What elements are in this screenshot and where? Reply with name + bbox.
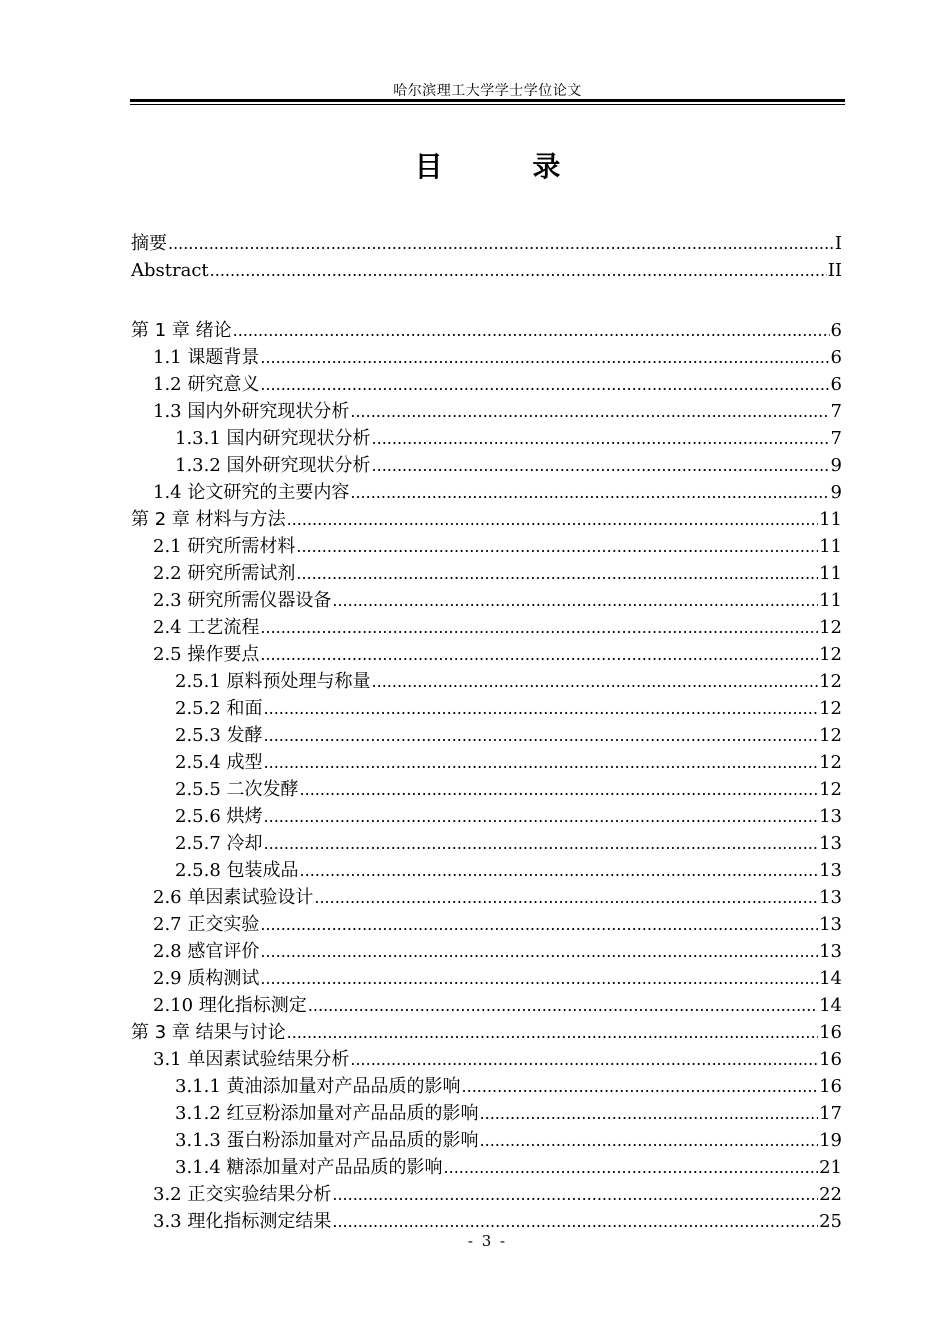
toc-entry[interactable] — [131, 1046, 842, 1073]
toc-dot-leader — [260, 641, 818, 668]
toc-dot-leader — [350, 1046, 818, 1073]
toc-entry-page: 9 — [830, 455, 842, 476]
toc-entry-label: Abstract — [131, 260, 209, 281]
page-header: 哈尔滨理工大学学士学位论文 — [393, 83, 582, 99]
toc-chapter-entry[interactable] — [131, 1019, 842, 1046]
toc-entry-label: 3.1.3 蛋白粉添加量对产品品质的影响 — [175, 1130, 479, 1151]
toc-entry-page: 12 — [819, 671, 842, 692]
toc-entry-label: 3.1.1 黄油添加量对产品品质的影响 — [175, 1076, 461, 1097]
toc-entry-page: 9 — [830, 482, 842, 503]
toc-entry[interactable] — [131, 1100, 842, 1127]
toc-entry-label: 2.9 质构测试 — [153, 968, 260, 989]
toc-dot-leader — [264, 695, 819, 722]
toc-entry[interactable] — [131, 911, 842, 938]
toc-dot-leader — [372, 668, 819, 695]
toc-dot-leader — [332, 1181, 818, 1208]
toc-dot-leader — [260, 614, 818, 641]
toc-dot-leader — [350, 398, 829, 425]
toc-dot-leader — [233, 317, 830, 344]
toc-entry-label: 第 2 章 材料与方法 — [131, 509, 286, 530]
toc-entry-label: 摘要 — [131, 233, 167, 254]
toc-entry-page: 6 — [830, 347, 842, 368]
toc-dot-leader — [264, 803, 819, 830]
toc-entry-page: 16 — [819, 1049, 842, 1070]
toc-entry[interactable] — [131, 371, 842, 398]
toc-dot-leader — [350, 479, 829, 506]
toc-entry[interactable] — [131, 938, 842, 965]
toc-entry[interactable] — [131, 1181, 842, 1208]
toc-entry-page: 12 — [819, 617, 842, 638]
toc-entry-label: 3.3 理化指标测定结果 — [153, 1211, 332, 1232]
toc-dot-leader — [296, 560, 818, 587]
toc-entry-page: 12 — [819, 752, 842, 773]
toc-entry-page: 19 — [819, 1130, 842, 1151]
toc-dot-leader — [372, 425, 830, 452]
toc-entry-page: 12 — [819, 779, 842, 800]
toc-entry-label: 3.1.4 糖添加量对产品品质的影响 — [175, 1157, 443, 1178]
toc-entry[interactable] — [131, 560, 842, 587]
toc-entry-page: 6 — [830, 320, 842, 341]
toc-entry-label: 3.1 单因素试验结果分析 — [153, 1049, 350, 1070]
toc-front-matter — [131, 230, 842, 284]
toc-entry-page: 21 — [819, 1157, 842, 1178]
toc-dot-leader — [332, 587, 818, 614]
toc-entry-label: 2.4 工艺流程 — [153, 617, 260, 638]
toc-dot-leader — [287, 506, 818, 533]
toc-entry-page: 14 — [819, 995, 842, 1016]
toc-dot-leader — [260, 965, 818, 992]
toc-dot-leader — [264, 830, 819, 857]
toc-entry-label: 3.2 正交实验结果分析 — [153, 1184, 332, 1205]
toc-dot-leader — [462, 1073, 819, 1100]
toc-entry[interactable] — [131, 1073, 842, 1100]
toc-entry-page: 13 — [819, 806, 842, 827]
toc-entry-page: 11 — [819, 590, 842, 611]
toc-dot-leader — [287, 1019, 818, 1046]
toc-dot-leader — [300, 857, 819, 884]
toc-entry-page: 11 — [819, 536, 842, 557]
toc-entry[interactable] — [131, 344, 842, 371]
toc-entry-page: II — [827, 260, 842, 281]
toc-entry-label: 2.8 感官评价 — [153, 941, 260, 962]
toc-dot-leader — [372, 452, 830, 479]
toc-title: 目 录 — [414, 150, 601, 183]
toc-entry-page: 16 — [819, 1076, 842, 1097]
toc-dot-leader — [314, 884, 818, 911]
toc-entry-page: 13 — [819, 833, 842, 854]
toc-entry[interactable] — [131, 803, 842, 830]
toc-entry[interactable] — [131, 722, 842, 749]
toc-entry-label: 2.5.1 原料预处理与称量 — [175, 671, 371, 692]
toc-dot-leader — [264, 749, 819, 776]
toc-chapter-entry[interactable] — [131, 230, 842, 257]
toc-entry-page: 6 — [830, 374, 842, 395]
toc-entry-page: 12 — [819, 725, 842, 746]
toc-entry[interactable] — [131, 257, 842, 284]
toc-entry[interactable] — [131, 479, 842, 506]
toc-entry-label: 2.5.2 和面 — [175, 698, 263, 719]
toc-dot-leader — [480, 1127, 819, 1154]
toc-entry-label: 2.10 理化指标测定 — [153, 995, 307, 1016]
toc-entry-label: 3.1.2 红豆粉添加量对产品品质的影响 — [175, 1103, 479, 1124]
toc-entry-label: 2.5.6 烘烤 — [175, 806, 263, 827]
toc-entry-page: 25 — [819, 1211, 842, 1232]
toc-entry-page: 13 — [819, 887, 842, 908]
toc-dot-leader — [260, 371, 829, 398]
toc-entry[interactable] — [131, 992, 842, 1019]
toc-entry-page: 11 — [819, 509, 842, 530]
toc-entry[interactable] — [131, 1127, 842, 1154]
toc-entry[interactable] — [131, 695, 842, 722]
toc-entry-label: 1.1 课题背景 — [153, 347, 260, 368]
toc-dot-leader — [308, 992, 818, 1019]
toc-dot-leader — [210, 257, 827, 284]
toc-entry-page: 22 — [819, 1184, 842, 1205]
toc-entry[interactable] — [131, 1154, 842, 1181]
toc-spacer — [131, 284, 842, 317]
toc-entry-label: 2.6 单因素试验设计 — [153, 887, 314, 908]
toc-chapter-entry[interactable] — [131, 317, 842, 344]
toc-entry-page: 16 — [819, 1022, 842, 1043]
toc-entry-page: 7 — [830, 401, 842, 422]
toc-entry-label: 2.5 操作要点 — [153, 644, 260, 665]
toc-entry-page: 11 — [819, 563, 842, 584]
toc-entry[interactable] — [131, 965, 842, 992]
toc-entry[interactable] — [131, 857, 842, 884]
toc-entry-page: 13 — [819, 914, 842, 935]
toc-entry[interactable] — [131, 830, 842, 857]
toc-entry-page: I — [834, 233, 842, 254]
header-rule-thick — [130, 99, 845, 102]
toc-entry[interactable] — [131, 614, 842, 641]
toc-entry-label: 1.3.1 国内研究现状分析 — [175, 428, 371, 449]
toc-entry[interactable] — [131, 587, 842, 614]
toc-entry-page: 17 — [819, 1103, 842, 1124]
toc-dot-leader — [300, 776, 819, 803]
toc-entry-label: 2.5.5 二次发酵 — [175, 779, 299, 800]
toc-entry[interactable] — [131, 668, 842, 695]
toc-dot-leader — [480, 1100, 819, 1127]
toc-entry-label: 2.3 研究所需仪器设备 — [153, 590, 332, 611]
toc-dot-leader — [264, 722, 819, 749]
toc-entry-label: 2.2 研究所需试剂 — [153, 563, 296, 584]
toc-main-entries — [131, 317, 842, 1235]
toc-dot-leader — [332, 1208, 818, 1235]
toc-entry-page: 12 — [819, 698, 842, 719]
toc-entry-label: 第 3 章 结果与讨论 — [131, 1022, 286, 1043]
toc-entry-label: 1.4 论文研究的主要内容 — [153, 482, 350, 503]
toc-entry-page: 13 — [819, 860, 842, 881]
toc-dot-leader — [444, 1154, 819, 1181]
toc-entry[interactable] — [131, 1208, 842, 1235]
toc-entry-page: 14 — [819, 968, 842, 989]
toc-dot-leader — [260, 344, 829, 371]
toc-entry-label: 1.3 国内外研究现状分析 — [153, 401, 350, 422]
toc-entry[interactable] — [131, 452, 842, 479]
toc-entry[interactable] — [131, 641, 842, 668]
toc-entry-page: 12 — [819, 644, 842, 665]
toc-dot-leader — [296, 533, 818, 560]
toc-entry-label: 2.5.4 成型 — [175, 752, 263, 773]
toc-entry[interactable] — [131, 533, 842, 560]
toc-entry-label: 2.7 正交实验 — [153, 914, 260, 935]
toc-entry[interactable] — [131, 884, 842, 911]
toc-entry-page: 13 — [819, 941, 842, 962]
toc-dot-leader — [260, 938, 818, 965]
page-number: - 3 - — [467, 1232, 508, 1250]
toc-entry[interactable] — [131, 425, 842, 452]
toc-entry-label: 2.1 研究所需材料 — [153, 536, 296, 557]
toc-entry-label: 1.2 研究意义 — [153, 374, 260, 395]
toc-chapter-entry[interactable] — [131, 506, 842, 533]
toc-entry[interactable] — [131, 749, 842, 776]
toc-dot-leader — [260, 911, 818, 938]
toc-entry-page: 7 — [830, 428, 842, 449]
toc-entry-label: 2.5.3 发酵 — [175, 725, 263, 746]
toc-entry[interactable] — [131, 776, 842, 803]
toc-entry-label: 1.3.2 国外研究现状分析 — [175, 455, 371, 476]
toc-entry[interactable] — [131, 398, 842, 425]
toc-dot-leader — [168, 230, 834, 257]
header-rule-thin — [130, 104, 845, 105]
toc-entry-label: 2.5.8 包装成品 — [175, 860, 299, 881]
toc-entry-label: 第 1 章 绪论 — [131, 320, 232, 341]
toc-entry-label: 2.5.7 冷却 — [175, 833, 263, 854]
table-of-contents — [131, 230, 842, 1235]
